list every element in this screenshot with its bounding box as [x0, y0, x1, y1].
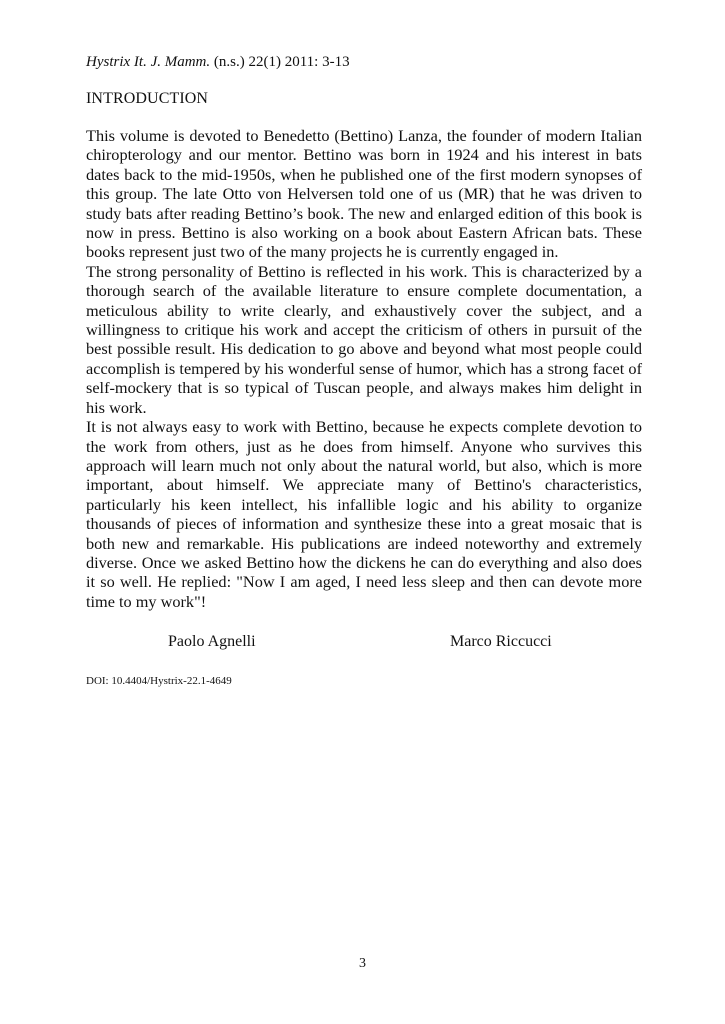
paragraph-1: This volume is devoted to Benedetto (Bettino) Lanza, the founder of modern Italian chiropterology and our mentor. Bettino was born in 1924 and his interest in bats dates back to the mid-1950s, when he published one of the first modern synopses of this group. The late Otto von Helversen told one of us (MR) that he was driven to study bats after reading Bettino’s book. The new and enlarged edition of this book is now in press. Bettino is also working on a book about Eastern African bats. These books represent just two of the many projects he is currently engaged in. — [86, 126, 642, 262]
journal-title: Hystrix It. J. Mamm. — [86, 54, 211, 70]
signatures — [86, 632, 642, 654]
body-text — [86, 126, 642, 611]
signature-author-2: Marco Riccucci — [450, 633, 552, 651]
paragraph-2: The strong personality of Bettino is reflected in his work. This is characterized by a thorough search of the available literature to ensure complete documentation, a meticulous ability to write clearly, and exhaustively cover the subject, and a willingness to critique his work and accept the criticism of others in pursuit of the best possible result. His dedication to go above and beyond what most people could accomplish is tempered by his wonderful sense of humor, which has a strong facet of self-mockery that is so typical of Tuscan people, and always makes him delight in his work. — [86, 261, 642, 417]
signature-author-1: Paolo Agnelli — [168, 633, 256, 651]
running-head — [86, 52, 642, 72]
section-heading: INTRODUCTION — [86, 90, 209, 107]
page-content — [86, 52, 642, 688]
journal-citation: (n.s.) 22(1) 2011: 3-13 — [210, 54, 350, 70]
page-number: 3 — [359, 956, 366, 971]
doi: DOI: 10.4404/Hystrix-22.1-4649 — [86, 675, 232, 688]
paragraph-3: It is not always easy to work with Bettino, because he expects complete devotion to the work from others, just as he does from himself. Anyone who survives this approach will learn much not only about the natural world, but also, which is more important, about himself. We appreciate many of Bettino's characteristics, particularly his keen intellect, his infallible logic and his ability to organize thousands of pieces of information and synthesize these into a great mosaic that is both new and remarkable. His publications are indeed noteworthy and extremely diverse. Once we asked Bettino how the dickens he can do everything and also does it so well. He replied: "Now I am aged, I need less sleep and then can devote more time to my work"! — [86, 417, 642, 611]
